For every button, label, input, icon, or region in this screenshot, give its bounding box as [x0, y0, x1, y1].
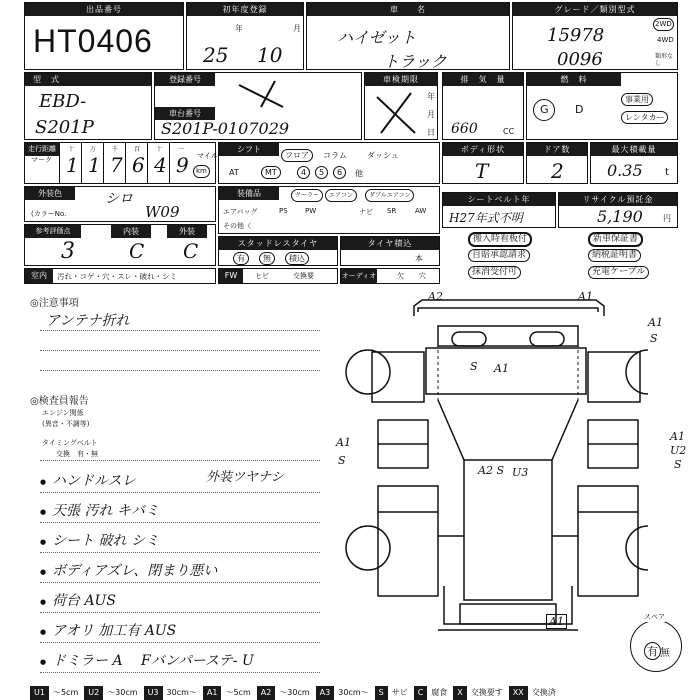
- class-none: 類形なし: [655, 53, 674, 67]
- displacement-unit: CC: [503, 127, 515, 136]
- tires-label: タイヤ積込: [341, 237, 439, 250]
- legend-key: X: [453, 686, 466, 700]
- first-registration-box: [186, 2, 304, 70]
- equip-cooler: クーラー: [291, 189, 323, 202]
- legend-key: A2: [257, 686, 276, 700]
- model-box: [24, 72, 152, 140]
- report-item: ボディアズレ、閉まり悪い: [52, 563, 218, 579]
- mileage-digit: [59, 143, 81, 183]
- engine-related: エンジン関係: [42, 409, 84, 417]
- report-line: [40, 552, 320, 553]
- mileage-box: [24, 142, 216, 184]
- model-v1: EBD-: [39, 91, 87, 112]
- report-line: [40, 522, 320, 523]
- doors-value: 2: [551, 159, 564, 183]
- studless-box: [218, 236, 338, 266]
- report-item: アオリ 加工有 AUS: [52, 623, 177, 639]
- mileage-digit: [81, 143, 103, 183]
- dmg-a1-tail: A1: [546, 614, 567, 629]
- seatbelt-label: シートベルト年: [443, 193, 555, 206]
- shift-dash: ダッシュ: [367, 151, 399, 160]
- mileage-digit: [169, 143, 191, 183]
- displacement-value: 660: [451, 121, 478, 137]
- model-v2: S201P: [35, 117, 94, 138]
- check-warranty: 新車保証書: [588, 232, 643, 247]
- legend-value: 交換済: [531, 688, 556, 697]
- notes-line: [40, 350, 320, 351]
- displacement-label: 排 気 量: [443, 73, 523, 86]
- spare-label: スペア: [644, 613, 665, 621]
- fuel-g: G: [540, 103, 549, 116]
- equip-airbag: エアバッグ: [223, 208, 258, 216]
- mileage-km: km: [193, 165, 210, 178]
- dmg-s-left: S: [338, 454, 346, 467]
- studless-loaded: 積込: [285, 252, 309, 265]
- tires-box: [340, 236, 440, 266]
- mileage-digit: [147, 143, 169, 183]
- dmg-s-cab: S: [470, 360, 478, 373]
- mileage-digit-unit: 千: [112, 146, 119, 153]
- legend-value: ～5cm: [52, 688, 79, 697]
- engine-related-sub: (異音・不調等): [42, 420, 90, 428]
- tires-unit: 本: [415, 254, 423, 263]
- dmg-s-rside: S: [674, 458, 682, 471]
- notes-line: [40, 370, 320, 371]
- dmg-a1-front: A1: [578, 290, 593, 303]
- fw-label: FW: [219, 269, 243, 283]
- audio-missing: 欠: [397, 272, 404, 280]
- color-box: [24, 186, 216, 222]
- model-label: 型 式: [25, 73, 151, 86]
- car-name-box: [306, 2, 510, 70]
- car-name-line2: トラック: [383, 52, 447, 71]
- interior-score-label: 内装: [111, 225, 151, 238]
- report-item: 天張 汚れ キバミ: [52, 503, 159, 519]
- damage-legend: [30, 686, 700, 700]
- mileage-digit-value: 6: [132, 153, 145, 177]
- report-bullet: ●: [40, 598, 47, 606]
- fw-crack: ヒビ: [255, 272, 269, 280]
- report-item: ハンドルスレ: [52, 473, 136, 489]
- load-value: 0.35: [607, 161, 643, 180]
- mileage-digit-value: 9: [176, 153, 189, 177]
- score-box: [24, 224, 216, 266]
- report-bullet: ●: [40, 658, 47, 666]
- notes-title: ◎注意事項: [30, 298, 79, 309]
- notes-text: アンテナ折れ: [46, 313, 130, 329]
- shift-column: コラム: [323, 151, 347, 160]
- drive-2wd: 2WD: [653, 18, 674, 31]
- spare-yes: 有: [644, 642, 661, 660]
- mileage-digit: [125, 143, 147, 183]
- dmg-a1-cab: A1: [494, 362, 509, 375]
- mileage-digit-value: 4: [154, 153, 167, 177]
- report-item: シート 破れ シミ: [52, 533, 159, 549]
- shift-speed-5: 5: [315, 166, 328, 179]
- mileage-digit-unit: 十: [68, 146, 75, 153]
- report-line: [40, 672, 320, 673]
- dmg-u2-rside: U2: [670, 444, 687, 457]
- doors-label: ドア数: [527, 143, 587, 156]
- inspector-title: ◎検査員報告: [30, 396, 89, 407]
- color-value: シロ: [105, 191, 133, 207]
- interior-text: 汚れ・コゲ・穴・スレ・破れ・シミ: [57, 272, 177, 281]
- grade-line2: 0096: [557, 49, 603, 70]
- seatbelt-box: [442, 192, 556, 228]
- displacement-box: [442, 72, 524, 140]
- chassis-number-label: 車台番号: [155, 107, 215, 120]
- registration-month: 10: [257, 43, 283, 67]
- recycle-box: [558, 192, 678, 228]
- report-bullet: ●: [40, 538, 47, 546]
- registration-number-label: 登録番号: [155, 73, 215, 86]
- equip-navi: ナビ: [359, 208, 373, 216]
- report-bullet: ●: [40, 568, 47, 576]
- notes-line: [40, 330, 320, 331]
- dmg-a2s-bed: A2 S: [478, 464, 504, 477]
- cross-mark-icon: [231, 79, 291, 109]
- equipment-label: 装備品: [219, 187, 279, 200]
- exterior-score-label: 外装: [167, 225, 207, 238]
- mileage-digit-unit: 百: [134, 146, 141, 153]
- shift-speed-4: 4: [297, 166, 310, 179]
- lot-number-box: [24, 2, 184, 70]
- body-type-label: ボディ形状: [443, 143, 523, 156]
- inspection-day-unit: 日: [427, 128, 435, 137]
- recycle-unit: 円: [663, 214, 671, 223]
- report-item: 荷台 AUS: [52, 593, 116, 609]
- registration-number-box: [154, 72, 362, 140]
- equip-ps: PS: [279, 207, 288, 215]
- lot-number-label: 出品番号: [25, 3, 183, 16]
- mileage-label: 走行距離: [25, 143, 59, 156]
- check-cancel: 抹消受付可: [468, 266, 521, 279]
- mileage-digit-value: 1: [66, 153, 79, 177]
- load-label: 最大積載量: [591, 143, 677, 156]
- legend-value: ～30cm: [279, 688, 310, 697]
- recycle-label: リサイクル預託金: [559, 193, 677, 206]
- grade-line1: 15978: [547, 25, 605, 46]
- fuel-label: 燃 料: [527, 73, 621, 86]
- legend-value: ～30cm: [107, 688, 138, 697]
- fuel-box: [526, 72, 678, 140]
- legend-key: S: [375, 686, 388, 700]
- audio-label: オーディオ: [341, 269, 377, 283]
- shift-mt: MT: [261, 166, 281, 179]
- legend-value: 交換要す: [470, 688, 503, 697]
- chassis-number: S201P-0107029: [161, 119, 290, 138]
- report-line: [40, 460, 320, 461]
- studless-label: スタッドレスタイヤ: [219, 237, 337, 250]
- doors-box: [526, 142, 588, 184]
- equip-pw: PW: [305, 207, 317, 215]
- equip-aw: AW: [415, 207, 427, 215]
- equip-aircon: エアコン: [325, 189, 357, 202]
- interior-box: [24, 268, 216, 284]
- legend-key: U2: [84, 686, 103, 700]
- legend-value: ～5cm: [225, 688, 251, 697]
- legend-key: XX: [509, 686, 528, 700]
- dmg-u3-bed: U3: [512, 466, 529, 479]
- registration-year: 25: [203, 43, 229, 67]
- color-code: W09: [145, 203, 180, 221]
- mileage-digit-value: 1: [88, 153, 101, 177]
- equipment-box: [218, 186, 440, 234]
- legend-key: A3: [316, 686, 335, 700]
- report-line: [40, 492, 320, 493]
- first-registration-label: 初年度登録: [187, 3, 303, 16]
- timing-belt-sub: 交換 有・無: [56, 450, 98, 458]
- report-bullet: ●: [40, 628, 47, 636]
- interior-label: 室内: [25, 269, 53, 283]
- report-line: [40, 612, 320, 613]
- month-unit: 月: [293, 24, 301, 33]
- legend-value: 腐食: [431, 688, 448, 697]
- interior-score: C: [129, 239, 145, 263]
- legend-key: C: [414, 686, 428, 700]
- load-unit: t: [665, 167, 669, 178]
- inspection-box: [364, 72, 438, 140]
- mileage-digit-unit: 十: [156, 146, 163, 153]
- year-unit: 年: [235, 24, 243, 33]
- drive-4wd: 4WD: [657, 36, 674, 44]
- recycle-value: 5,190: [597, 207, 643, 226]
- mileage-mark: マーク: [31, 156, 52, 164]
- mileage-digit: [103, 143, 125, 183]
- audio-hole: 穴: [419, 272, 426, 280]
- shift-other: 他: [355, 169, 363, 178]
- color-code-label: (カラーNo.: [31, 210, 67, 218]
- report-bullet: ●: [40, 478, 47, 486]
- body-type-value: T: [475, 159, 489, 183]
- report-line: [40, 582, 320, 583]
- grade-label: グレード／類別型式: [513, 3, 677, 16]
- dmg-a1-rside: A1: [670, 430, 685, 443]
- fw-box: [218, 268, 338, 284]
- report-line: [40, 642, 320, 643]
- check-tax: 納税証明書: [588, 249, 641, 262]
- dmg-a1-left: A1: [336, 436, 351, 449]
- score-value: 3: [61, 239, 75, 264]
- legend-key: A1: [203, 686, 222, 700]
- dmg-s-right: S: [650, 332, 658, 345]
- car-name-line1: ハイゼット: [337, 28, 417, 47]
- studless-yes: 有: [233, 252, 249, 265]
- commercial-use: 事業用: [621, 93, 653, 106]
- legend-key: U1: [30, 686, 49, 700]
- inspection-label: 車検期限: [365, 73, 437, 86]
- dmg-a2-front: A2: [428, 290, 443, 303]
- shift-at: AT: [229, 168, 239, 177]
- color-label: 外装色: [25, 187, 75, 200]
- report-extra: 外装ツヤナシ: [206, 470, 284, 485]
- equip-w-aircon: ダブルエアコン: [365, 189, 414, 202]
- shift-speed-6: 6: [333, 166, 346, 179]
- check-cable: 充電ケーブル: [588, 266, 649, 279]
- mileage-digit-value: 7: [110, 153, 123, 177]
- legend-key: U3: [144, 686, 163, 700]
- lot-number: HT0406: [33, 23, 153, 59]
- checklist: [442, 230, 678, 282]
- dmg-a1-right: A1: [648, 316, 663, 329]
- equip-other: その他（: [223, 222, 251, 230]
- check-insurance: 自賠承認請求: [468, 249, 530, 262]
- car-name-label: 車 名: [307, 3, 509, 16]
- grade-box: [512, 2, 678, 70]
- mileage-digit-unit: 一: [178, 146, 185, 153]
- studless-no: 無: [259, 252, 275, 265]
- shift-box: [218, 142, 440, 184]
- report-item: ドミラー A Fバンパーステ- U: [52, 653, 254, 669]
- inspection-year-unit: 年: [427, 92, 435, 101]
- fuel-d: D: [575, 103, 584, 116]
- spare-no: 無: [660, 648, 670, 659]
- equip-sr: SR: [387, 207, 397, 215]
- mileage-mile: マイル: [197, 152, 218, 160]
- body-type-box: [442, 142, 524, 184]
- legend-value: サビ: [391, 688, 408, 697]
- audio-box: [340, 268, 440, 284]
- shift-label: シフト: [219, 143, 279, 156]
- score-label: 参考評価点: [25, 225, 81, 238]
- exterior-score: C: [183, 239, 199, 263]
- inspection-month-unit: 月: [427, 110, 435, 119]
- cross-mark-icon: [371, 89, 421, 139]
- check-signboard: 搬入時看板付: [468, 232, 532, 247]
- load-box: [590, 142, 678, 184]
- shift-floor: フロア: [281, 149, 313, 162]
- fw-replace: 交換要: [293, 272, 314, 280]
- timing-belt: タイミングベルト: [42, 439, 98, 447]
- legend-value: 30cm～: [166, 688, 197, 697]
- seatbelt-value: H27年式不明: [449, 211, 523, 225]
- rental-car: レンタカー: [621, 111, 668, 124]
- mileage-digit-unit: 万: [90, 146, 97, 153]
- report-bullet: ●: [40, 508, 47, 516]
- legend-value: 30cm～: [338, 688, 369, 697]
